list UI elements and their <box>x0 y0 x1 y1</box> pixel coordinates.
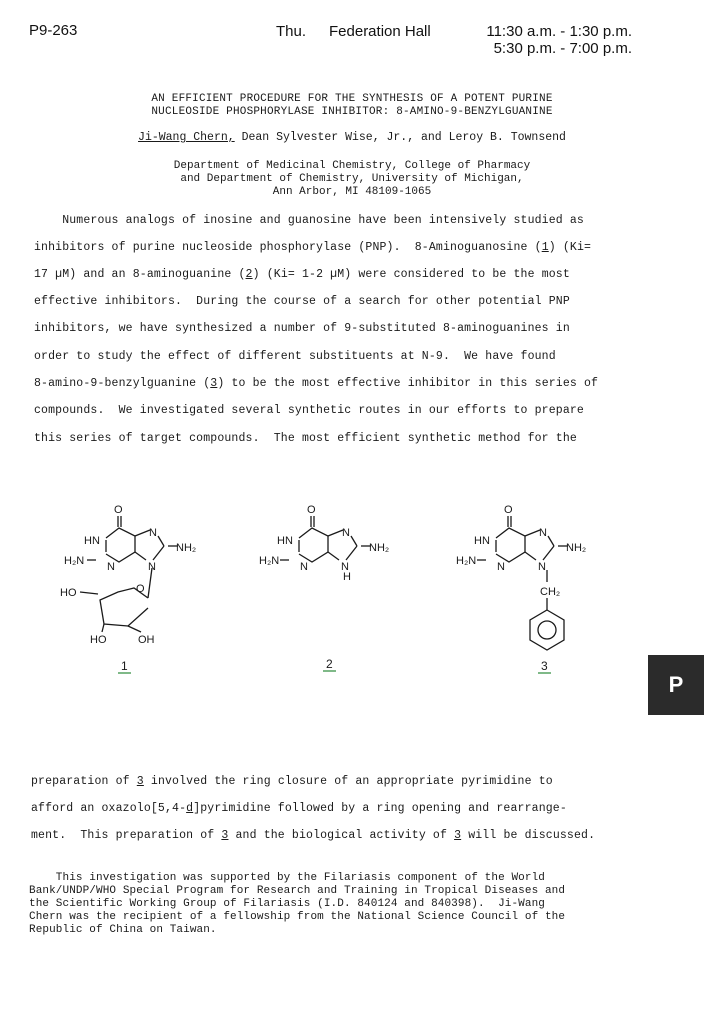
atom-label: N <box>149 527 157 539</box>
abstract-line: afford an oxazolo[5,4-d]pyrimidine followed by a ring opening and rearrange- <box>31 802 567 815</box>
abstract-line: preparation of 3 involved the ring closure of an appropriate pyrimidine to <box>31 775 553 788</box>
abstract-line: 8-amino-9-benzylguanine (3) to be the most effective inhibitor in this series of <box>34 377 599 390</box>
session-day: Thu. <box>276 23 307 40</box>
compound-label-3: 3 <box>541 659 548 673</box>
atom-label: H <box>343 571 351 583</box>
atom-label: CH₂ <box>540 586 561 598</box>
structure-3-bonds <box>477 516 568 650</box>
atom-label: N <box>341 561 349 573</box>
compound-label-1: 1 <box>121 659 128 673</box>
session-venue: Federation Hall <box>329 23 431 40</box>
structure-3-atoms <box>456 504 586 598</box>
atom-label: O <box>504 504 513 516</box>
compound-ref: 3 <box>136 775 144 788</box>
paper-title-line-1: AN EFFICIENT PROCEDURE FOR THE SYNTHESIS OF A POTENT PURINE <box>151 93 553 105</box>
atom-label: HN <box>277 535 293 547</box>
atom-label: HO <box>90 634 107 646</box>
atom-label: H₂N <box>259 555 280 567</box>
chemical-structures <box>0 500 704 685</box>
affiliation-line-1: Department of Medicinal Chemistry, College of Pharmacy <box>173 160 531 172</box>
coauthors: Dean Sylvester Wise, Jr., and Leroy B. Townsend <box>234 131 566 144</box>
funding-note-line: This investigation was supported by the Filariasis component of the World <box>29 872 545 884</box>
abstract-line: order to study the effect of different substituents at N-9. We have found <box>34 350 556 363</box>
atom-label: H₂N <box>64 555 85 567</box>
atom-label: HN <box>474 535 490 547</box>
atom-label: O <box>136 583 145 595</box>
funding-note-line: Chern was the recipient of a fellowship from the National Science Council of the <box>29 911 566 923</box>
abstract-line: inhibitors, we have synthesized a number of 9-substituted 8-aminoguanines in <box>34 322 570 335</box>
atom-label: OH <box>138 634 155 646</box>
paper-title-line-2: NUCLEOSIDE PHOSPHORYLASE INHIBITOR: 8-AMINO-9-BENZYLGUANINE <box>151 106 553 118</box>
funding-note-line: the Scientific Working Group of Filariasis (I.D. 840124 and 840398). Ji-Wang <box>29 898 545 910</box>
abstract-line: effective inhibitors. During the course of a search for other potential PNP <box>34 295 570 308</box>
atom-label: N <box>300 561 308 573</box>
funding-note-line: Bank/UNDP/WHO Special Program for Research and Training in Tropical Diseases and <box>29 885 566 897</box>
atom-label: O <box>307 504 316 516</box>
atom-label: HN <box>84 535 100 547</box>
compound-ref: 3 <box>210 377 218 390</box>
structure-1-atoms <box>60 504 196 646</box>
atom-label: N <box>539 527 547 539</box>
affiliation-line-2: and Department of Chemistry, University of Michigan, <box>180 173 524 185</box>
structure-2-bonds <box>280 516 371 562</box>
atom-label: H₂N <box>456 555 477 567</box>
abstract-line: Numerous analogs of inosine and guanosine have been intensively studied as <box>34 214 584 227</box>
atom-label: N <box>148 561 156 573</box>
compound-ref: 1 <box>541 241 549 254</box>
compound-ref: 2 <box>245 268 253 281</box>
atom-label: NH₂ <box>566 542 587 554</box>
abstract-line: 17 µM) and an 8-aminoguanine (2) (Ki= 1-2 µM) were considered to be the most <box>34 268 570 281</box>
abstract-line: this series of target compounds. The most efficient synthetic method for the <box>34 432 577 445</box>
section-tab <box>648 655 704 715</box>
compound-label-2: 2 <box>326 657 333 671</box>
funding-note-line: Republic of China on Taiwan. <box>29 924 217 936</box>
atom-label: NH₂ <box>369 542 390 554</box>
session-time-1: 11:30 a.m. - 1:30 p.m. <box>486 23 632 40</box>
structure-1-bonds <box>80 516 178 632</box>
session-time-2: 5:30 p.m. - 7:00 p.m. <box>493 40 632 57</box>
atom-label: N <box>497 561 505 573</box>
atom-label: N <box>342 527 350 539</box>
atom-label: NH₂ <box>176 542 197 554</box>
affiliation-line-3: Ann Arbor, MI 48109-1065 <box>272 186 432 198</box>
compound-ref: 3 <box>221 829 229 842</box>
atom-label: O <box>114 504 123 516</box>
atom-label: HO <box>60 587 77 599</box>
compound-ref: 3 <box>454 829 462 842</box>
structure-2-atoms <box>259 504 389 583</box>
section-tab-letter: P <box>668 672 684 697</box>
session-id: P9-263 <box>29 22 78 39</box>
author-list <box>0 131 704 144</box>
atom-label: N <box>538 561 546 573</box>
abstract-line: inhibitors of purine nucleoside phosphorylase (PNP). 8-Aminoguanosine (1) (Ki= <box>34 241 592 254</box>
abstract-line: compounds. We investigated several synthetic routes in our efforts to prepare <box>34 404 584 417</box>
abstract-line: ment. This preparation of 3 and the biological activity of 3 will be discussed. <box>31 829 596 842</box>
atom-label: N <box>107 561 115 573</box>
presenting-author: Ji-Wang Chern, <box>138 131 235 144</box>
